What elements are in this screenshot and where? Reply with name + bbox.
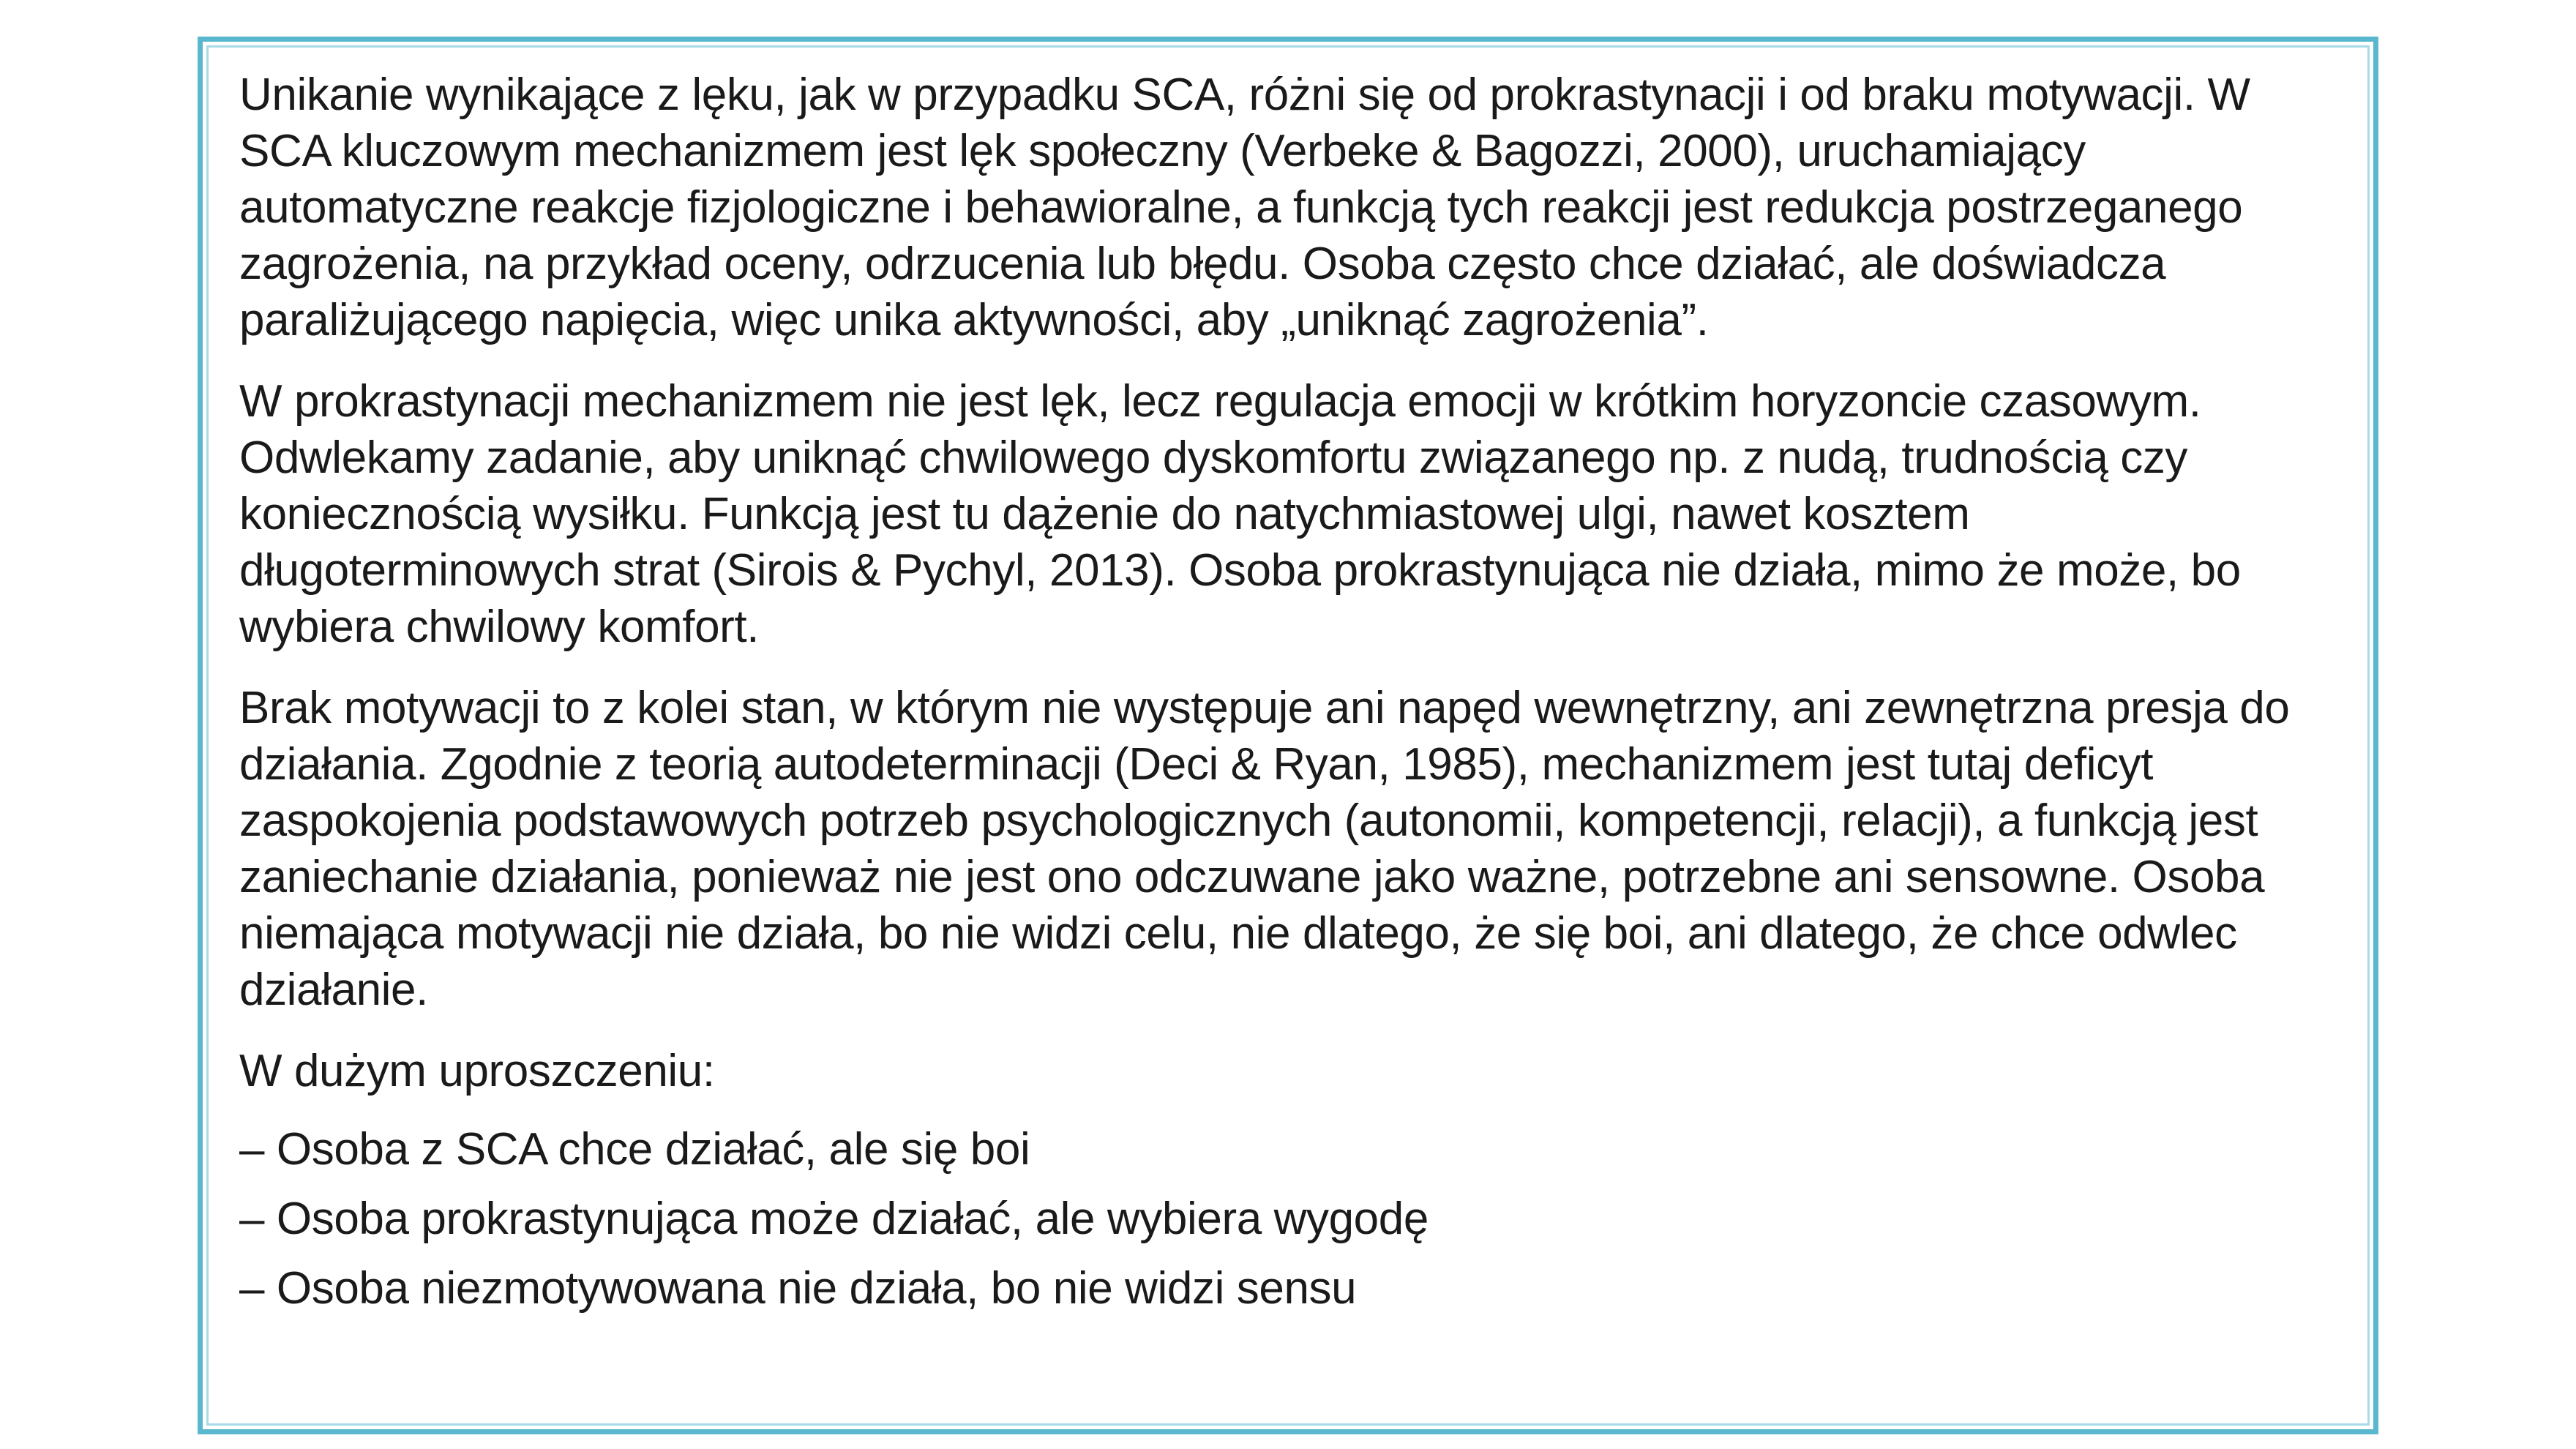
summary-list: [239, 1121, 2341, 1317]
paragraph-procrastination: W prokrastynacji mechanizmem nie jest lęk, lecz regulacja emocji w krótkim horyzoncie czasowym. Odwlekamy zadanie, aby uniknąć chwilowego dyskomfortu związanego np. z nudą, trudnością czy koniecznością wysiłku. Funkcją jest tu dążenie do natychmiastowej ulgi, nawet kosztem długoterminowych strat (Sirois & Pychyl, 2013). Osoba prokrastynująca nie działa, mimo że może, bo wybiera chwilowy komfort.: [239, 376, 2241, 652]
callout-content: [206, 45, 2370, 1426]
summary-item-unmotivated: – Osoba niezmotywowana nie działa, bo nie widzi sensu: [239, 1263, 1357, 1314]
paragraph-sca: Unikanie wynikające z lęku, jak w przypadku SCA, różni się od prokrastynacji i od braku motywacji. W SCA kluczowym mechanizmem jest lęk społeczny (Verbeke & Bagozzi, 2000), uruchamiający automatyczne reakcje fizjologiczne i behawioralne, a funkcją tych reakcji jest redukcja postrzeganego zagrożenia, na przykład oceny, odrzucenia lub błędu. Osoba często chce działać, ale doświadcza paraliżującego napięcia, więc unika aktywności, aby „uniknąć zagrożenia”.: [239, 70, 2250, 345]
summary-item-sca: – Osoba z SCA chce działać, ale się boi: [239, 1124, 1030, 1175]
summary-item-procrastination: – Osoba prokrastynująca może działać, ale wybiera wygodę: [239, 1194, 1429, 1244]
callout-box: [198, 37, 2378, 1434]
summary-intro: W dużym uproszczeniu:: [239, 1046, 715, 1096]
paragraph-lack-of-motivation: Brak motywacji to z kolei stan, w którym nie występuje ani napęd wewnętrzny, ani zewnętrzna presja do działania. Zgodnie z teorią autodeterminacji (Deci & Ryan, 1985), mechanizmem jest tutaj deficyt zaspokojenia podstawowych potrzeb psychologicznych (autonomii, kompetencji, relacji), a funkcją jest zaniechanie działania, ponieważ nie jest ono odczuwane jako ważne, potrzebne ani sensowne. Osoba niemająca motywacji nie działa, bo nie widzi celu, nie dlatego, że się boi, ani dlatego, że chce odwlec działanie.: [239, 683, 2290, 1015]
